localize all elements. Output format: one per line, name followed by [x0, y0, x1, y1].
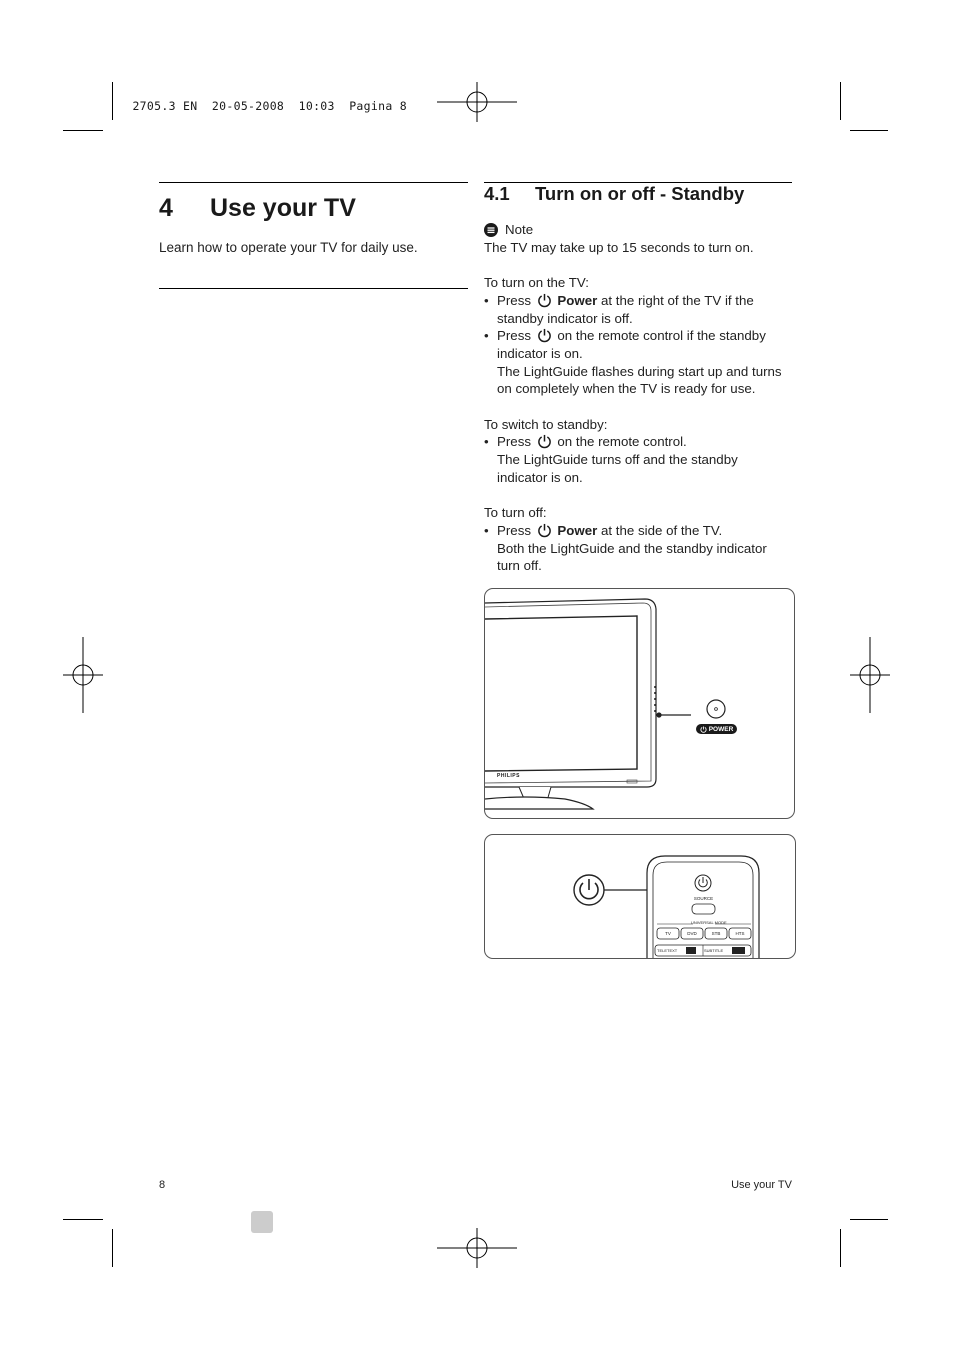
power-icon — [537, 523, 552, 538]
footer-running-title: Use your TV — [731, 1179, 792, 1191]
power-icon — [537, 293, 552, 308]
tv-illustration — [484, 588, 795, 819]
crop-mark-bottom-left-h — [63, 1219, 103, 1220]
standby-heading: To switch to standby: — [484, 416, 608, 432]
turn-on-bullet-2: • Press on the remote control if the standby indicator is on. The LightGuide flashes during start up and turns on completely when the TV is ready for use. — [484, 327, 794, 398]
power-icon — [537, 328, 552, 343]
print-date: 20-05-2008 — [211, 99, 285, 113]
turn-off-heading: To turn off: — [484, 505, 547, 521]
section-body — [484, 221, 794, 575]
chapter-intro: Learn how to operate your TV for daily use. — [159, 240, 418, 255]
standby-bullet: • Press on the remote control. The LightGuide turns off and the standby indicator is on. — [484, 433, 794, 486]
footer-page-number: 8 — [159, 1179, 166, 1191]
print-page-label: Pagina 8 — [349, 99, 407, 113]
chapter-bottom-rule — [159, 288, 468, 289]
crop-mark-top-left-v — [112, 82, 113, 120]
note-icon — [484, 223, 498, 237]
power-icon — [537, 434, 552, 449]
turn-on-heading: To turn on the TV: — [484, 275, 589, 291]
registration-mark-top — [437, 82, 517, 122]
section-number: 4.1 — [484, 183, 510, 204]
turn-on-bullet-1: • Press Power at the right of the TV if the standby indicator is off. — [484, 292, 794, 327]
remote-source-label: SOURCE — [693, 896, 714, 901]
crop-mark-top-right-v — [840, 82, 841, 120]
registration-mark-left — [63, 637, 103, 713]
turn-off-bullet: • Press Power at the side of the TV. Both the LightGuide and the standby indicator turn off. — [484, 522, 794, 575]
remote-mode-tv: TV — [665, 931, 671, 936]
remote-illustration — [484, 834, 796, 959]
tv-brand-logo: PHILIPS — [497, 773, 520, 779]
print-time: 10:03 — [298, 99, 335, 113]
remote-mode-hts: HTS — [735, 931, 745, 936]
print-slug — [118, 85, 407, 113]
note-label: Note — [505, 222, 534, 237]
note-heading — [484, 221, 794, 239]
chapter-top-rule — [159, 182, 468, 183]
power-button-label: POWER — [696, 724, 737, 734]
crop-mark-top-right-h — [850, 130, 888, 131]
note-text: The TV may take up to 15 seconds to turn on. — [484, 239, 754, 255]
crop-mark-top-left-h — [63, 130, 103, 131]
power-icon — [700, 726, 707, 733]
crop-mark-bottom-left-v — [112, 1229, 113, 1267]
remote-mode-stb: STB — [711, 931, 721, 936]
chapter-title: Use your TV — [210, 194, 356, 222]
crop-mark-bottom-right-h — [850, 1219, 888, 1220]
power-key-label: Power — [557, 522, 598, 538]
crop-mark-bottom-right-v — [840, 1229, 841, 1267]
remote-subtitle-label: SUBTITLE — [704, 948, 724, 953]
registration-mark-right — [850, 637, 890, 713]
power-key-label: Power — [557, 292, 598, 308]
section-title: Turn on or off - Standby — [535, 183, 745, 204]
tv-drawing — [485, 589, 794, 818]
remote-teletext-label: TELETEXT — [657, 948, 678, 953]
remote-universal-mode-label: UNIVERSAL MODE — [691, 920, 727, 925]
chapter-number: 4 — [159, 194, 173, 222]
gray-marker — [251, 1211, 273, 1233]
registration-mark-bottom — [437, 1228, 517, 1268]
print-job: 2705.3 EN — [132, 99, 198, 113]
remote-mode-dvd: DVD — [687, 931, 697, 936]
remote-drawing — [485, 835, 795, 958]
